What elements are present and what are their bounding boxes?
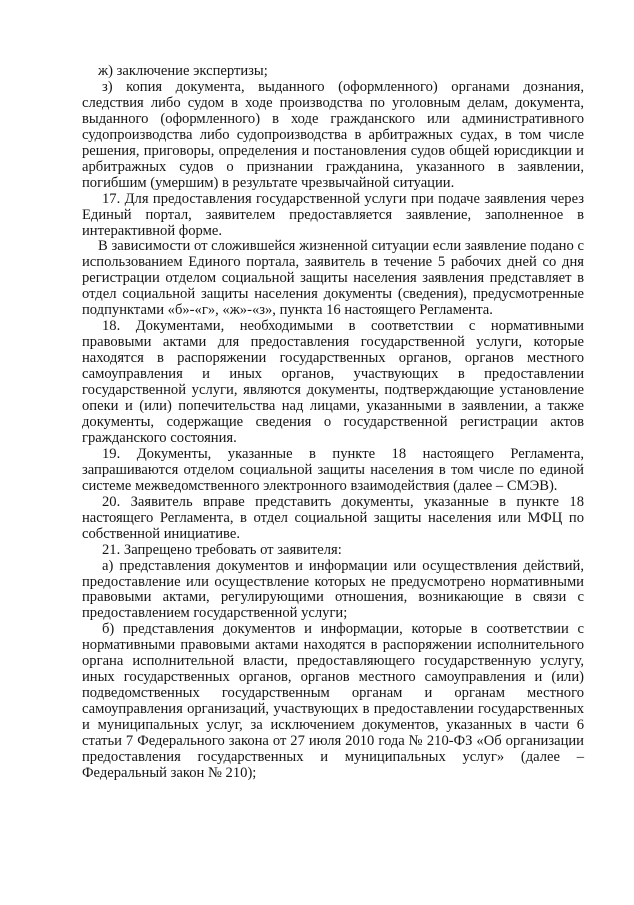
paragraph-19: 19. Документы, указанные в пункте 18 настоящего Регламента, запрашиваются отделом социальной защиты населения в том числе по единой системе межведомственного электронного взаимодействия (далее – СМЭВ). [82,445,584,494]
paragraph-21: 21. Запрещено требовать от заявителя: [102,541,342,558]
paragraph-17: 17. Для предоставления государственной услуги при подаче заявления через Единый портал, заявителем предоставляется заявление, заполненное в интерактивной форме. [82,190,584,239]
clause-zh-expertise: ж) заключение экспертизы; [98,63,268,79]
paragraph-17-continued: В зависимости от сложившейся жизненной ситуации если заявление подано с использованием Единого портала, заявитель в течение 5 рабочих дней со дня регистрации отделом социальной защиты населения заявления представляет в отдел социальной защиты населения документы (сведения), предусмотренные подпунктами «б»-«г», «ж»-«з», пункта 16 настоящего Регламента. [82,238,584,319]
clause-a: а) представления документов и информации или осуществления действий, предоставление или осуществление которых не предусмотрено нормативными правовыми актами, регулирующими отношения, возникающие в связи с предоставлением государственной услуги; [82,557,584,622]
paragraph-20: 20. Заявитель вправе представить документы, указанные в пункте 18 настоящего Регламента, в отдел социальной защиты населения или МФЦ по собственной инициативе. [82,493,584,542]
paragraph-18: 18. Документами, необходимыми в соответствии с нормативными правовыми актами для предоставления государственной услуги, которые находятся в распоряжении государственных органов, органов местного самоуправления и иных органов, участвующих в предоставлении государственной услуги, являются документы, подтверждающие установление опеки и (или) попечительства над лицами, указанными в заявлении, а также документы, содержащие сведения о государственной регистрации актов гражданского состояния. [82,318,584,446]
clause-z-court-documents: з) копия документа, выданного (оформленного) органами дознания, следствия либо судом в ходе производства по уголовным делам, документа, выданного (оформленного) в ходе гражданского или административного судопроизводства либо судопроизводства в арбитражных судах, в том числе решения, приговоры, определения и постановления судов общей юрисдикции и арбитражных судов о признании гражданина, указанного в заявлении, погибшим (умершим) в результате чрезвычайной ситуации. [82,78,584,191]
document-body [82,64,584,782]
clause-b: б) представления документов и информации, которые в соответствии с нормативными правовыми актами находятся в распоряжении исполнительного органа исполнительной власти, предоставляющего государственную услугу, иных государственных органов, органов местного самоуправления и (или) подведомственных государственным органам и органам местного самоуправления организаций, участвующих в предоставлении государственных и муниципальных услуг, за исключением документов, указанных в части 6 статьи 7 Федерального закона от 27 июля 2010 года № 210-ФЗ «Об организации предоставления государственных и муниципальных услуг» (далее – Федеральный закон № 210); [82,621,584,781]
